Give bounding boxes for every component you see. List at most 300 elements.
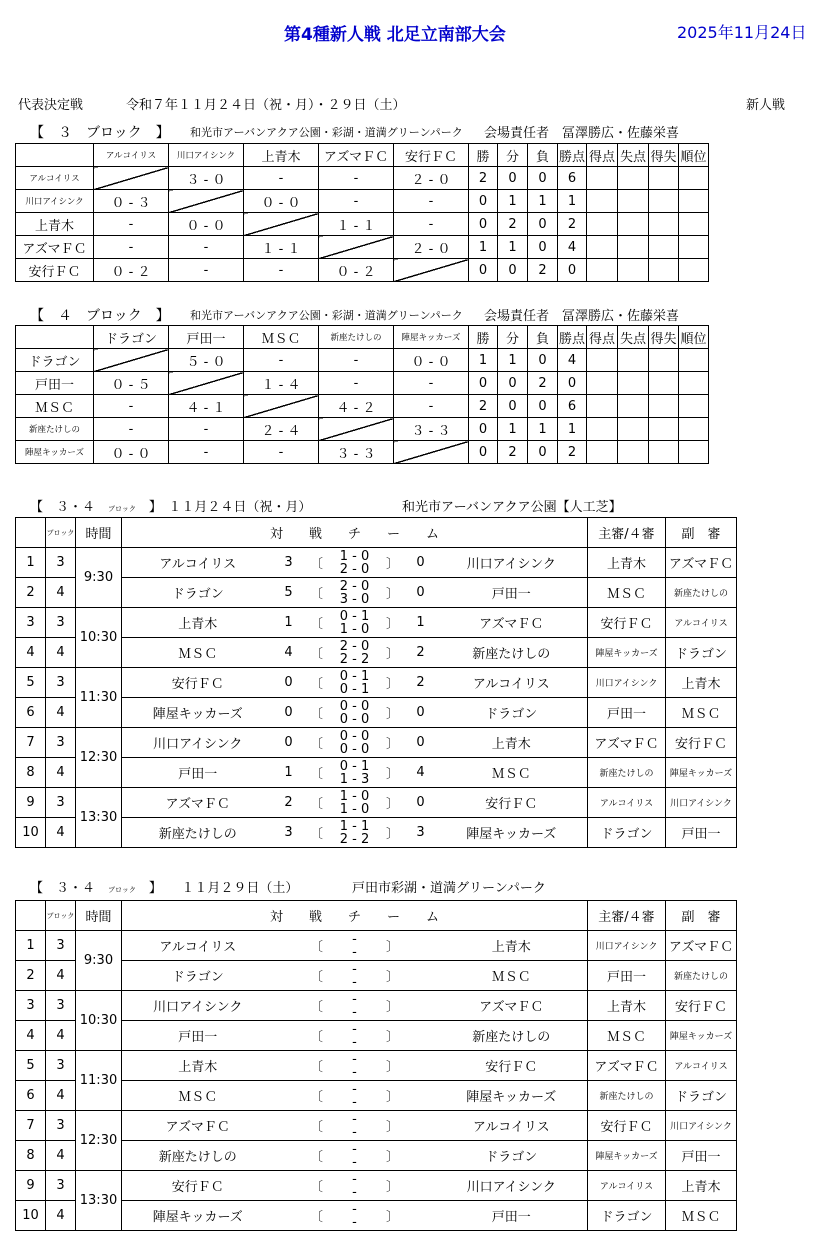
half-scores xyxy=(330,668,380,698)
result-cell: ０ - ０ xyxy=(244,190,319,213)
result-cell: １ - ４ xyxy=(244,372,319,395)
stat-cell xyxy=(587,349,618,372)
away-score: 2 xyxy=(406,638,436,668)
standings-header-row xyxy=(16,144,709,167)
match-row xyxy=(16,578,737,608)
column-header: 勝点 xyxy=(558,326,587,349)
away-score xyxy=(406,1171,436,1201)
referee: アルコイリス xyxy=(588,1171,666,1201)
match-block: 4 xyxy=(46,638,76,668)
result-cell: - xyxy=(94,418,169,441)
assistant-referee: 上青木 xyxy=(666,1171,737,1201)
stat-cell: 2 xyxy=(558,441,587,464)
kickoff-time: 10:30 xyxy=(76,991,122,1051)
half-score-box xyxy=(330,1143,380,1169)
stat-cell xyxy=(649,236,679,259)
result-cell: ５ - ０ xyxy=(169,349,244,372)
away-team: 戸田一 xyxy=(436,578,588,608)
kickoff-time: 9:30 xyxy=(76,931,122,991)
away-team: アルコイリス xyxy=(436,668,588,698)
result-cell: - xyxy=(244,441,319,464)
away-team: ドラゴン xyxy=(436,1141,588,1171)
stat-cell xyxy=(587,167,618,190)
result-cell: ２ - ０ xyxy=(394,236,469,259)
result-cell: ２ - ４ xyxy=(244,418,319,441)
column-header: 得失 xyxy=(649,144,679,167)
stat-cell: 4 xyxy=(558,349,587,372)
home-team: 新座たけしの xyxy=(122,1141,274,1171)
half-scores xyxy=(330,788,380,818)
assistant-referee: 安行ＦＣ xyxy=(666,991,737,1021)
result-cell: - xyxy=(169,259,244,282)
away-score xyxy=(406,1021,436,1051)
home-team: ＭＳＣ xyxy=(122,638,274,668)
open-bracket: 〔 xyxy=(304,1021,330,1051)
stat-cell xyxy=(649,441,679,464)
standings-row xyxy=(16,236,709,259)
result-cell: １ - １ xyxy=(244,236,319,259)
block-header: ブロック xyxy=(46,901,76,931)
match-number: 4 xyxy=(16,1021,46,1051)
match-number: 10 xyxy=(16,1201,46,1231)
result-cell: - xyxy=(319,167,394,190)
column-header: ＭＳＣ xyxy=(244,326,319,349)
assistant-referee: 新座たけしの xyxy=(666,961,737,991)
home-score xyxy=(274,1021,304,1051)
match-number: 2 xyxy=(16,578,46,608)
away-score: 4 xyxy=(406,758,436,788)
assistant-referee: 上青木 xyxy=(666,668,737,698)
result-cell: - xyxy=(244,349,319,372)
match-row xyxy=(16,818,737,848)
stat-cell xyxy=(618,441,649,464)
diagonal-cell xyxy=(244,213,319,236)
away-score xyxy=(406,1081,436,1111)
column-header: 順位 xyxy=(679,144,709,167)
home-team: アルコイリス xyxy=(122,548,274,578)
second-half-score: - xyxy=(352,1154,357,1170)
first-half-score: 1 - 0 xyxy=(339,548,370,564)
stat-cell: 0 xyxy=(469,418,498,441)
match-row xyxy=(16,788,737,818)
column-header: 負 xyxy=(528,326,558,349)
first-half-score: 0 - 1 xyxy=(339,758,370,774)
away-score xyxy=(406,1201,436,1231)
stat-cell: 0 xyxy=(498,395,528,418)
match-block: 3 xyxy=(46,608,76,638)
away-team: 新座たけしの xyxy=(436,638,588,668)
stat-cell xyxy=(618,167,649,190)
home-score xyxy=(274,961,304,991)
half-scores xyxy=(330,638,380,668)
away-score xyxy=(406,991,436,1021)
stat-cell: 0 xyxy=(469,213,498,236)
second-half-score: - xyxy=(352,1124,357,1140)
match-row xyxy=(16,931,737,961)
column-header: 新座たけしの xyxy=(319,326,394,349)
stat-cell: 1 xyxy=(469,349,498,372)
home-score: 1 xyxy=(274,608,304,638)
result-cell: - xyxy=(244,259,319,282)
assistant-referee: 戸田一 xyxy=(666,1141,737,1171)
half-score-box xyxy=(330,933,380,959)
block4-table xyxy=(15,325,709,464)
stat-cell: 2 xyxy=(498,213,528,236)
first-half-score: - xyxy=(352,1141,357,1157)
home-team: 上青木 xyxy=(122,1051,274,1081)
stat-cell xyxy=(587,395,618,418)
referee: 上青木 xyxy=(588,548,666,578)
match-number: 3 xyxy=(16,608,46,638)
second-half-score: 2 - 0 xyxy=(339,561,370,577)
first-half-score: 0 - 0 xyxy=(339,728,370,744)
away-team: 上青木 xyxy=(436,931,588,961)
stat-cell xyxy=(679,372,709,395)
home-score: 1 xyxy=(274,758,304,788)
close-bracket: 〕 xyxy=(380,1171,406,1201)
close-bracket: 〕 xyxy=(380,578,406,608)
close-bracket: 〕 xyxy=(380,1021,406,1051)
second-half-score: - xyxy=(352,974,357,990)
referee: ＭＳＣ xyxy=(588,1021,666,1051)
column-header: アルコイリス xyxy=(94,144,169,167)
home-team: アルコイリス xyxy=(122,931,274,961)
home-score: 0 xyxy=(274,728,304,758)
referee: アズマＦＣ xyxy=(588,1051,666,1081)
stat-cell xyxy=(679,167,709,190)
stat-cell: 2 xyxy=(469,167,498,190)
match-number: 8 xyxy=(16,758,46,788)
home-score xyxy=(274,1201,304,1231)
away-team: アズマＦＣ xyxy=(436,608,588,638)
home-score xyxy=(274,1081,304,1111)
away-team: ＭＳＣ xyxy=(436,961,588,991)
stat-cell: 1 xyxy=(469,236,498,259)
result-cell: - xyxy=(394,372,469,395)
match-row xyxy=(16,608,737,638)
block3-manager: 会場責任者 冨澤勝広・佐藤栄喜 xyxy=(484,126,680,141)
match-row xyxy=(16,1171,737,1201)
diagonal-cell xyxy=(394,441,469,464)
stat-cell: 0 xyxy=(528,213,558,236)
column-header: 得点 xyxy=(587,326,618,349)
match-number: 3 xyxy=(16,991,46,1021)
second-half-score: 3 - 0 xyxy=(339,591,370,607)
stat-cell xyxy=(679,418,709,441)
diagonal-cell xyxy=(169,190,244,213)
close-bracket: 〕 xyxy=(380,788,406,818)
stat-cell xyxy=(618,395,649,418)
first-half-score: - xyxy=(352,1021,357,1037)
match-block: 4 xyxy=(46,1021,76,1051)
result-cell: ２ - ０ xyxy=(394,167,469,190)
second-half-score: 0 - 0 xyxy=(339,741,370,757)
half-scores xyxy=(330,758,380,788)
home-team: 上青木 xyxy=(122,608,274,638)
result-cell: ０ - ０ xyxy=(94,441,169,464)
standings-row xyxy=(16,213,709,236)
half-scores xyxy=(330,1081,380,1111)
kickoff-time: 9:30 xyxy=(76,548,122,608)
match-block: 4 xyxy=(46,698,76,728)
open-bracket: 〔 xyxy=(304,991,330,1021)
day2-venue: 戸田市彩湖・道満グリーンパーク xyxy=(352,881,546,896)
half-scores xyxy=(330,931,380,961)
referee-header: 主審/４審 xyxy=(588,518,666,548)
half-score-box xyxy=(330,790,380,816)
open-bracket: 〔 xyxy=(304,638,330,668)
referee: 上青木 xyxy=(588,991,666,1021)
column-header: 得点 xyxy=(587,144,618,167)
away-team: 安行ＦＣ xyxy=(436,1051,588,1081)
match-row xyxy=(16,728,737,758)
stat-cell: 6 xyxy=(558,167,587,190)
half-scores xyxy=(330,961,380,991)
match-block: 3 xyxy=(46,668,76,698)
stat-cell xyxy=(587,236,618,259)
home-team: アズマＦＣ xyxy=(122,788,274,818)
stat-cell: 2 xyxy=(528,259,558,282)
away-team: アズマＦＣ xyxy=(436,991,588,1021)
stat-cell: 0 xyxy=(558,372,587,395)
half-score-box xyxy=(330,820,380,846)
result-cell: ４ - １ xyxy=(169,395,244,418)
stat-cell xyxy=(679,259,709,282)
match-row xyxy=(16,1111,737,1141)
first-half-score: 1 - 0 xyxy=(339,788,370,804)
referee: 戸田一 xyxy=(588,961,666,991)
stat-cell: 2 xyxy=(469,395,498,418)
stat-cell: 0 xyxy=(469,372,498,395)
match-row xyxy=(16,1081,737,1111)
stat-cell: 2 xyxy=(498,441,528,464)
away-score xyxy=(406,1051,436,1081)
assistant-referee: ＭＳＣ xyxy=(666,1201,737,1231)
referee: 安行ＦＣ xyxy=(588,608,666,638)
match-row xyxy=(16,1201,737,1231)
close-bracket: 〕 xyxy=(380,548,406,578)
stat-cell xyxy=(618,372,649,395)
no-header xyxy=(16,518,46,548)
match-block: 4 xyxy=(46,961,76,991)
open-bracket: 〔 xyxy=(304,1051,330,1081)
referee: アズマＦＣ xyxy=(588,728,666,758)
page-title: 第4種新人戦 北足立南部大会 xyxy=(284,25,506,45)
column-header: アズマＦＣ xyxy=(319,144,394,167)
home-team: 川口アイシンク xyxy=(122,991,274,1021)
away-team: アルコイリス xyxy=(436,1111,588,1141)
column-header: 勝 xyxy=(469,326,498,349)
column-header: 川口アイシンク xyxy=(169,144,244,167)
close-bracket: 〕 xyxy=(380,1051,406,1081)
second-half-score: - xyxy=(352,1034,357,1050)
result-cell: - xyxy=(319,190,394,213)
half-score-box xyxy=(330,1173,380,1199)
stat-cell: 0 xyxy=(469,190,498,213)
assistant-referee: ドラゴン xyxy=(666,638,737,668)
match-number: 2 xyxy=(16,961,46,991)
column-header: 順位 xyxy=(679,326,709,349)
open-bracket: 〔 xyxy=(304,1141,330,1171)
stat-cell: 1 xyxy=(498,236,528,259)
stat-cell xyxy=(587,418,618,441)
match-row xyxy=(16,638,737,668)
close-bracket: 〕 xyxy=(380,991,406,1021)
half-scores xyxy=(330,1171,380,1201)
referee: 陣屋キッカーズ xyxy=(588,1141,666,1171)
half-scores xyxy=(330,548,380,578)
match-number: 6 xyxy=(16,1081,46,1111)
kickoff-time: 13:30 xyxy=(76,788,122,848)
half-score-box xyxy=(330,1203,380,1229)
stat-cell: 2 xyxy=(558,213,587,236)
assistant-referee: 陣屋キッカーズ xyxy=(666,1021,737,1051)
assistant-referee: 戸田一 xyxy=(666,818,737,848)
open-bracket: 〔 xyxy=(304,1111,330,1141)
match-number: 4 xyxy=(16,638,46,668)
home-team: ＭＳＣ xyxy=(122,1081,274,1111)
stat-cell xyxy=(618,418,649,441)
time-header: 時間 xyxy=(76,901,122,931)
home-score xyxy=(274,1141,304,1171)
match-block: 4 xyxy=(46,1081,76,1111)
diagonal-cell xyxy=(244,395,319,418)
half-score-box xyxy=(330,670,380,696)
day1-heading: 【 ３・４ ブロック 】 １１月２４日（祝・月） xyxy=(30,500,312,515)
half-scores xyxy=(330,1141,380,1171)
stat-cell xyxy=(618,213,649,236)
result-cell: ０ - ０ xyxy=(169,213,244,236)
second-half-score: - xyxy=(352,1184,357,1200)
first-half-score: 2 - 0 xyxy=(339,638,370,654)
stat-cell xyxy=(587,372,618,395)
home-team: 陣屋キッカーズ xyxy=(122,1201,274,1231)
home-score: 0 xyxy=(274,668,304,698)
result-cell: - xyxy=(319,349,394,372)
result-cell: - xyxy=(394,213,469,236)
away-score: 0 xyxy=(406,548,436,578)
block3-heading: 【 ３ ブロック 】 xyxy=(30,125,170,141)
first-half-score: - xyxy=(352,1111,357,1127)
match-block: 4 xyxy=(46,578,76,608)
open-bracket: 〔 xyxy=(304,818,330,848)
half-score-box xyxy=(330,1053,380,1079)
result-cell: - xyxy=(169,441,244,464)
first-half-score: - xyxy=(352,1171,357,1187)
stat-cell: 6 xyxy=(558,395,587,418)
away-team: 川口アイシンク xyxy=(436,548,588,578)
referee: 川口アイシンク xyxy=(588,931,666,961)
away-score xyxy=(406,931,436,961)
column-header: 失点 xyxy=(618,326,649,349)
close-bracket: 〕 xyxy=(380,818,406,848)
assistant-referee: アルコイリス xyxy=(666,1051,737,1081)
day1-venue: 和光市アーバンアクア公園【人工芝】 xyxy=(402,500,622,515)
match-header: 対 戦 チ ー ム xyxy=(122,518,588,548)
match-number: 1 xyxy=(16,931,46,961)
first-half-score: - xyxy=(352,991,357,1007)
stat-cell: 1 xyxy=(528,190,558,213)
stat-cell: 0 xyxy=(558,259,587,282)
match-row xyxy=(16,961,737,991)
half-scores xyxy=(330,698,380,728)
match-row xyxy=(16,698,737,728)
match-header: 対 戦 チ ー ム xyxy=(122,901,588,931)
half-score-box xyxy=(330,963,380,989)
match-block: 3 xyxy=(46,1051,76,1081)
second-half-score: 0 - 0 xyxy=(339,711,370,727)
close-bracket: 〕 xyxy=(380,758,406,788)
stat-cell: 1 xyxy=(498,418,528,441)
open-bracket: 〔 xyxy=(304,668,330,698)
away-team: 陣屋キッカーズ xyxy=(436,1081,588,1111)
half-score-box xyxy=(330,550,380,576)
result-cell: ０ - ５ xyxy=(94,372,169,395)
stat-cell xyxy=(679,236,709,259)
standings-header-row xyxy=(16,326,709,349)
match-row xyxy=(16,991,737,1021)
result-cell: - xyxy=(244,167,319,190)
half-score-box xyxy=(330,760,380,786)
info-left: 代表決定戦 xyxy=(18,98,84,113)
column-header: 勝 xyxy=(469,144,498,167)
kickoff-time: 10:30 xyxy=(76,608,122,668)
away-score xyxy=(406,1141,436,1171)
half-scores xyxy=(330,608,380,638)
first-half-score: 1 - 1 xyxy=(339,818,370,834)
away-score: 0 xyxy=(406,728,436,758)
team-name: 川口アイシンク xyxy=(16,190,94,213)
stat-cell xyxy=(649,259,679,282)
column-header: 上青木 xyxy=(244,144,319,167)
assistant-referee: 新座たけしの xyxy=(666,578,737,608)
standings-row xyxy=(16,395,709,418)
stat-cell: 0 xyxy=(528,395,558,418)
home-team: 陣屋キッカーズ xyxy=(122,698,274,728)
half-scores xyxy=(330,1111,380,1141)
info-dates: 令和７年１１月２４日（祝・月）・２９日（土） xyxy=(126,98,406,113)
block3-venue: 和光市アーバンアクア公園・彩湖・道満グリーンパーク xyxy=(190,126,463,139)
home-score: 3 xyxy=(274,548,304,578)
stat-cell xyxy=(587,190,618,213)
away-score: 1 xyxy=(406,608,436,638)
assistant-referee: アズマＦＣ xyxy=(666,548,737,578)
stat-cell xyxy=(618,190,649,213)
corner-cell xyxy=(16,144,94,167)
match-row xyxy=(16,1141,737,1171)
match-block: 3 xyxy=(46,728,76,758)
first-half-score: - xyxy=(352,1051,357,1067)
stat-cell: 0 xyxy=(528,167,558,190)
stat-cell xyxy=(679,213,709,236)
first-half-score: 0 - 0 xyxy=(339,698,370,714)
stat-cell: 1 xyxy=(498,349,528,372)
standings-row xyxy=(16,441,709,464)
away-team: ドラゴン xyxy=(436,698,588,728)
stat-cell xyxy=(679,349,709,372)
open-bracket: 〔 xyxy=(304,698,330,728)
half-score-box xyxy=(330,640,380,666)
referee: アルコイリス xyxy=(588,788,666,818)
match-number: 1 xyxy=(16,548,46,578)
result-cell: ０ - ２ xyxy=(319,259,394,282)
first-half-score: 0 - 1 xyxy=(339,668,370,684)
block4-venue: 和光市アーバンアクア公園・彩湖・道満グリーンパーク xyxy=(190,309,463,322)
result-cell: - xyxy=(94,236,169,259)
home-score: 4 xyxy=(274,638,304,668)
away-score: 0 xyxy=(406,578,436,608)
assistant-referee: 川口アイシンク xyxy=(666,1111,737,1141)
